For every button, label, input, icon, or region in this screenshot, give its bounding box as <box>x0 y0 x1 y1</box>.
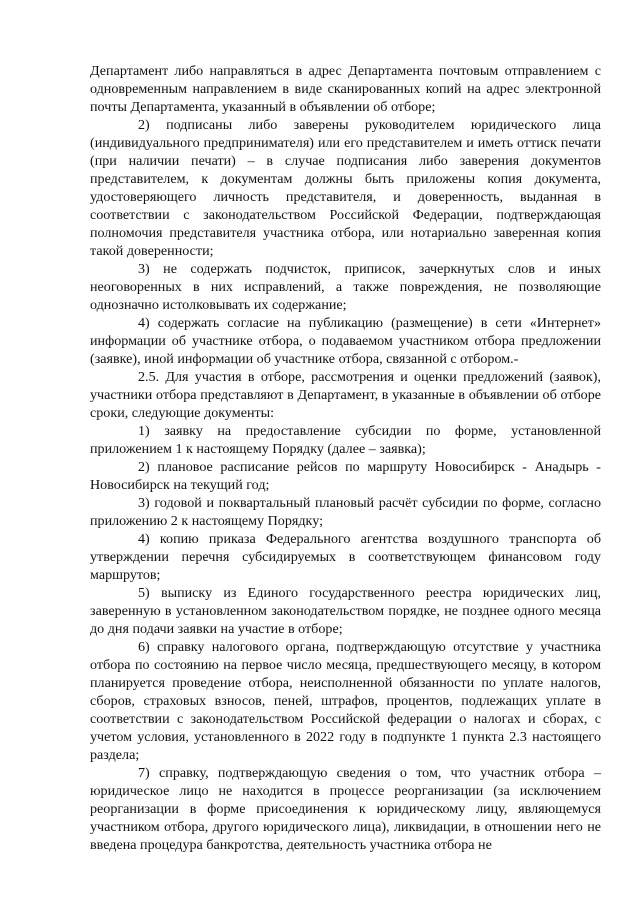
paragraph-item-4: 4) содержать согласие на публикацию (размещение) в сети «Интернет» информации об участнике отбора, о подаваемом участником отбора предложении (заявке), иной информации об участнике отбора, связанной с отбором.- <box>90 315 601 367</box>
document-list-item-6: 6) справку налогового органа, подтверждающую отсутствие у участника отбора по состоянию на первое число месяца, предшествующего месяцу, в котором планируется проведение отбора, неисполненной обязанности по уплате налогов, сборов, страховых взносов, пеней, штрафов, процентов, подлежащих уплате в соответствии с законодательством Российской федерации о налогах и сборах, с учетом условия, установленного в 2022 году в подпункте 1 пункта 2.3 настоящего раздела; <box>90 639 601 763</box>
paragraph-item-3: 3) не содержать подчисток, приписок, зачеркнутых слов и иных неоговоренных в них исправлений, а также повреждения, не позволяющие однозначно истолковывать их содержание; <box>90 261 601 313</box>
document-list-item-1: 1) заявку на предоставление субсидии по форме, установленной приложением 1 к настоящему Порядку (далее – заявка); <box>90 423 601 457</box>
document-list-item-5: 5) выписку из Единого государственного реестра юридических лиц, заверенную в установленном законодательством порядке, не позднее одного месяца до дня подачи заявки на участие в отборе; <box>90 585 601 637</box>
document-list-item-7: 7) справку, подтверждающую сведения о том, что участник отбора – юридическое лицо не находится в процессе реорганизации (за исключением реорганизации в форме присоединения к юридическому лицу, являющемуся участником отбора, другого юридического лица), ликвидации, в отношении него не введена процедура банкротства, деятельность участника отбора не <box>90 765 601 853</box>
paragraph-continuation: Департамент либо направляться в адрес Департамента почтовым отправлением с одновременным направлением в виде сканированных копий на адрес электронной почты Департамента, указанный в объявлении об отборе; <box>90 63 601 115</box>
document-page <box>90 62 601 854</box>
document-list-item-3: 3) годовой и поквартальный плановый расчёт субсидии по форме, согласно приложению 2 к настоящему Порядку; <box>90 495 601 529</box>
section-2-5-paragraph: 2.5. Для участия в отборе, рассмотрения и оценки предложений (заявок), участники отбора представляют в Департамент, в указанные в объявлении об отборе сроки, следующие документы: <box>90 369 601 421</box>
document-list-item-4: 4) копию приказа Федерального агентства воздушного транспорта об утверждении перечня субсидируемых в соответствующем финансовом году маршрутов; <box>90 531 601 583</box>
document-list-item-2: 2) плановое расписание рейсов по маршруту Новосибирск - Анадырь - Новосибирск на текущий год; <box>90 459 601 493</box>
paragraph-item-2: 2) подписаны либо заверены руководителем юридического лица (индивидуального предпринимателя) или его представителем и иметь оттиск печати (при наличии печати) – в случае подписания либо заверения документов представителем, к документам должны быть приложены копия документа, удостоверяющего личность представителя, и доверенность, выданная в соответствии с законодательством Российской Федерации, подтверждающая полномочия представителя участника отбора, или нотариально заверенная копия такой доверенности; <box>90 117 601 259</box>
